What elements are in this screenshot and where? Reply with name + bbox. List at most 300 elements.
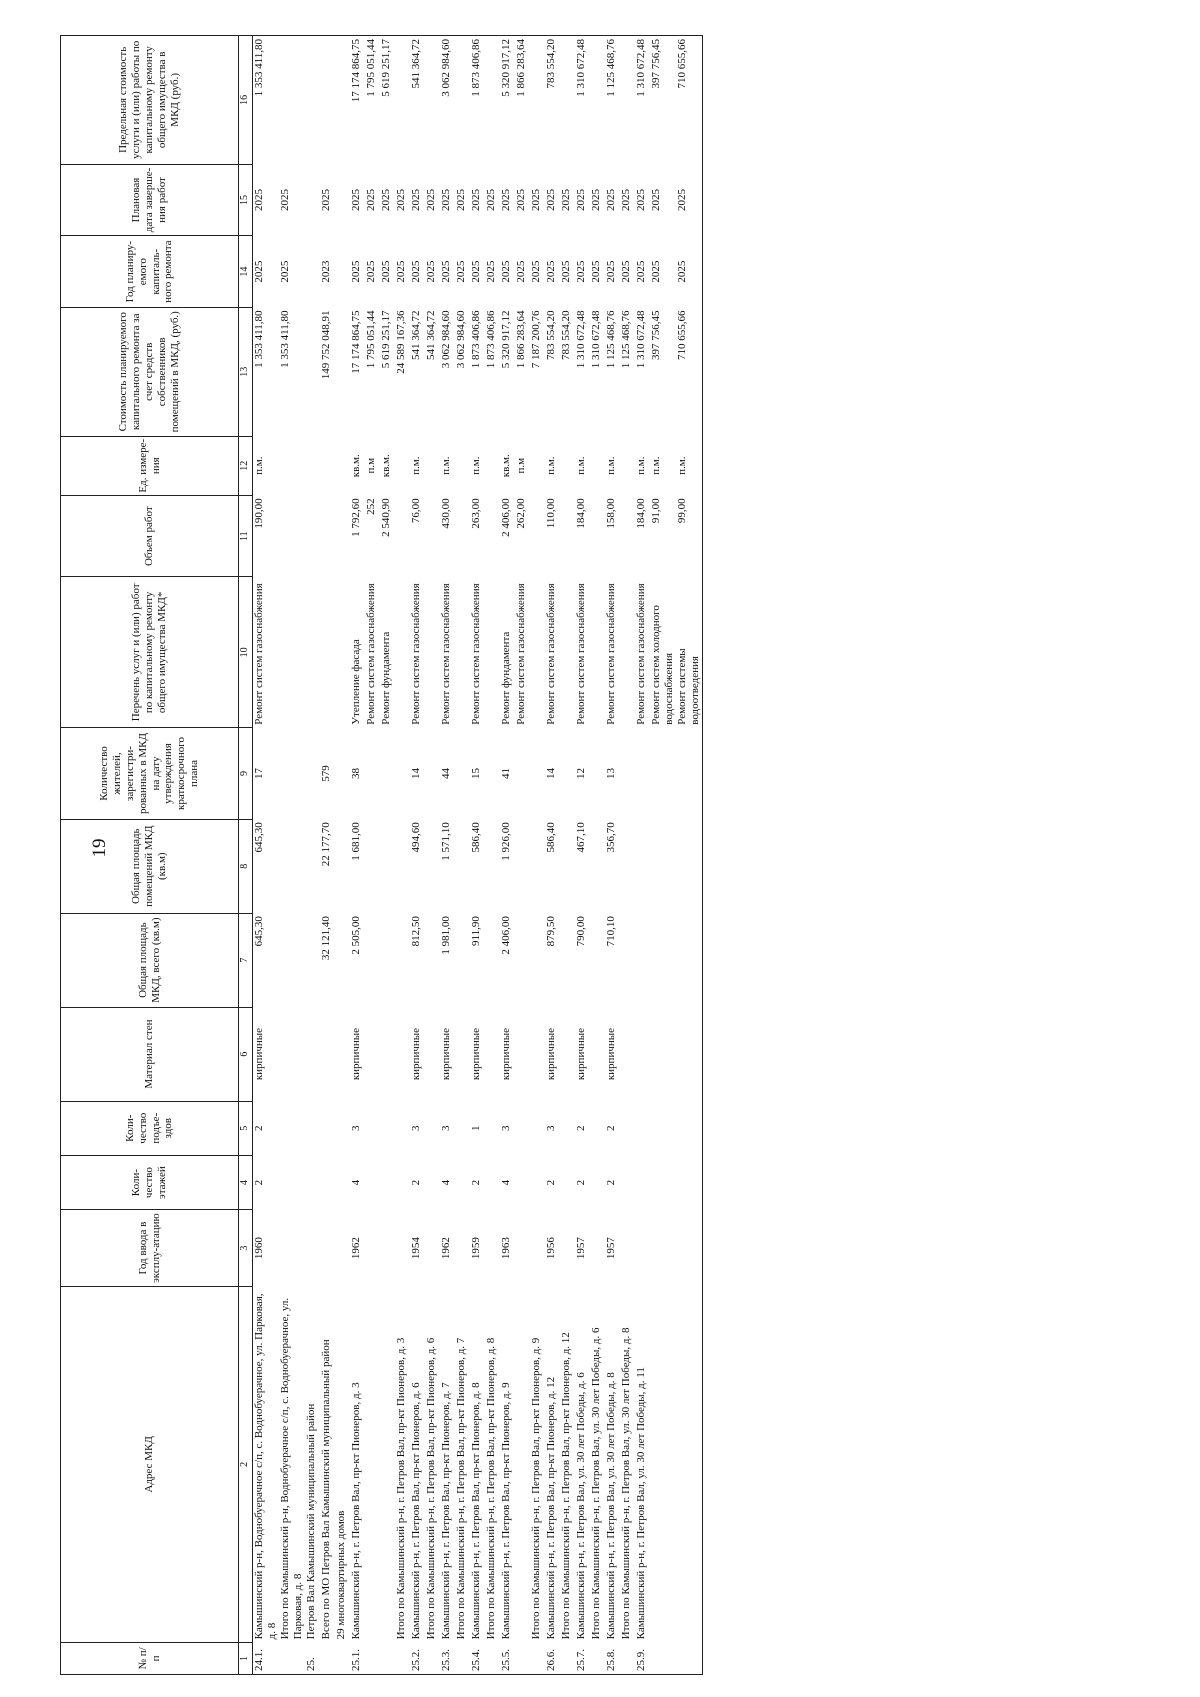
table-row (305, 36, 320, 1675)
repair-year-cell (305, 236, 320, 308)
residents-cell: 44 (439, 768, 452, 779)
area-total-cell: 911,90 (469, 916, 482, 946)
year-built-cell (380, 1210, 395, 1287)
cost-cell: 1 873 406,86 (469, 310, 482, 369)
limit-cost-cell (335, 36, 350, 165)
unit-cell: п.м (364, 457, 377, 474)
year-built-cell (676, 1210, 702, 1287)
col-header-no: № п/п (61, 1642, 239, 1674)
residents-cell (635, 728, 650, 819)
column-number: 6 (239, 1007, 253, 1101)
col-header-limit-cost: Предельная стоимость услуги и (или) работы по капитальному ремонту общего имущества в МКД (руб.) (61, 36, 239, 165)
area-rooms-cell (380, 819, 395, 913)
floors-cell (455, 1155, 470, 1209)
address-cell (380, 1286, 395, 1642)
year-built-cell (455, 1210, 470, 1287)
floors-cell (335, 1155, 350, 1209)
row-number: 25.5. (500, 1642, 515, 1674)
repair-year-cell: 2025 (499, 260, 512, 283)
residents-cell: 14 (544, 768, 557, 779)
work-volume-cell (305, 495, 320, 577)
end-date-cell: 2025 (604, 188, 617, 211)
area-total-cell (485, 913, 500, 1007)
address-cell: Итого по Камышинский р-н, г. Петров Вал, пр-кт Пионеров, д. 12 (559, 1332, 572, 1640)
unit-cell: п.м (514, 457, 527, 474)
area-total-cell (305, 913, 320, 1007)
work-volume-cell: 158,00 (604, 498, 617, 529)
table-row (530, 36, 545, 1675)
work-volume-cell (395, 495, 410, 577)
area-rooms-cell (515, 819, 530, 913)
table-row (650, 36, 676, 1675)
limit-cost-cell: 541 364,72 (410, 36, 425, 165)
row-number (395, 1642, 410, 1674)
entrances-cell (425, 1101, 440, 1155)
area-rooms-cell (279, 819, 305, 913)
floors-cell (395, 1155, 410, 1209)
row-number: 26.6. (545, 1642, 560, 1674)
entrances-cell (485, 1101, 500, 1155)
row-number: 24.1. (253, 1642, 279, 1674)
year-built-cell (485, 1210, 500, 1287)
unit-cell: п.м. (604, 456, 617, 475)
work-volume-cell: 2 540,90 (379, 498, 392, 537)
row-number (515, 1642, 530, 1674)
repair-plan-table (60, 35, 703, 1675)
year-built-cell (305, 1210, 320, 1287)
table-row (380, 36, 395, 1675)
column-number-row (239, 36, 253, 1675)
row-number: 25. (305, 1642, 320, 1674)
work-type-cell (305, 577, 320, 728)
entrances-cell: 3 (499, 1125, 512, 1131)
wall-material-cell (635, 1007, 650, 1101)
column-number: 15 (239, 164, 253, 236)
floors-cell: 4 (349, 1179, 362, 1186)
wall-material-cell: кирпичные (604, 1027, 617, 1081)
floors-cell (560, 1155, 575, 1209)
column-number: 7 (239, 913, 253, 1007)
year-built-cell (335, 1210, 350, 1287)
area-rooms-cell: 494,60 (409, 822, 422, 853)
repair-year-cell: 2025 (559, 260, 572, 283)
end-date-cell (305, 164, 320, 236)
end-date-cell: 2025 (439, 188, 452, 211)
work-volume-cell (425, 495, 440, 577)
work-volume-cell (279, 495, 305, 577)
work-type-cell (395, 577, 410, 728)
table-row (635, 36, 650, 1675)
wall-material-cell: кирпичные (574, 1027, 587, 1081)
table-row (455, 36, 470, 1675)
area-total-cell (425, 913, 440, 1007)
cost-cell: 710 655,66 (676, 308, 702, 437)
address-cell: Камышинский р-н, Воднобуерачное с/п, с. Воднобуерачное, ул. Парковая, д. 8 (253, 1293, 278, 1640)
work-type-cell: Ремонт фундамента (499, 631, 512, 725)
residents-cell (380, 728, 395, 819)
area-rooms-cell (650, 819, 676, 913)
area-total-cell: 1 981,00 (439, 916, 452, 955)
unit-cell: п.м. (409, 456, 422, 475)
entrances-cell (676, 1101, 702, 1155)
work-type-cell: Ремонт систем газоснабжения (469, 583, 482, 725)
floors-cell: 2 (409, 1179, 422, 1186)
entrances-cell (305, 1101, 320, 1155)
column-number: 3 (239, 1210, 253, 1287)
col-header-area-total: Общая площадь МКД, всего (кв.м) (61, 913, 239, 1007)
year-built-cell: 1959 (469, 1237, 482, 1260)
end-date-cell: 2025 (278, 188, 291, 211)
work-type-cell: Ремонт фундамента (379, 631, 392, 725)
year-built-cell (590, 1210, 605, 1287)
limit-cost-cell: 710 655,66 (676, 36, 702, 165)
work-type-cell: Ремонт систем газоснабжения (634, 583, 647, 725)
repair-year-cell: 2025 (469, 260, 482, 283)
year-built-cell: 1962 (439, 1237, 452, 1260)
col-header-repair-year: Год планиру-емого капиталь-ного ремонта (61, 236, 239, 308)
cost-cell: 397 756,45 (649, 310, 662, 361)
floors-cell (650, 1155, 676, 1209)
work-type-cell: Утепление фасада (349, 639, 362, 725)
area-rooms-cell (365, 819, 380, 913)
row-number (530, 1642, 545, 1674)
column-number: 12 (239, 436, 253, 495)
repair-year-cell: 2025 (394, 260, 407, 283)
limit-cost-cell (590, 36, 605, 165)
entrances-cell: 3 (409, 1125, 422, 1131)
area-total-cell (515, 913, 530, 1007)
area-total-cell (650, 913, 676, 1007)
repair-year-cell: 2025 (349, 260, 362, 283)
repair-year-cell: 2025 (439, 260, 452, 283)
work-type-cell (425, 577, 440, 728)
year-built-cell (425, 1210, 440, 1287)
floors-cell (485, 1155, 500, 1209)
residents-cell (530, 728, 545, 819)
area-rooms-cell (395, 819, 410, 913)
residents-cell: 12 (574, 768, 587, 779)
cost-cell: 1 125 468,76 (619, 310, 632, 369)
wall-material-cell: кирпичные (544, 1027, 557, 1081)
work-type-cell: Ремонт систем газоснабжения (253, 583, 265, 725)
rotated-table-container (60, 35, 1200, 1675)
area-total-cell (635, 913, 650, 1007)
table-row (590, 36, 605, 1675)
work-volume-cell (455, 495, 470, 577)
area-rooms-cell: 645,30 (253, 822, 265, 853)
residents-cell (650, 728, 676, 819)
repair-year-cell: 2025 (253, 260, 265, 283)
entrances-cell (650, 1101, 676, 1155)
address-cell: Камышинский р-н, г. Петров Вал, пр-кт Пионеров, д. 8 (469, 1382, 482, 1640)
repair-year-cell: 2025 (364, 260, 377, 283)
unit-cell (485, 436, 500, 495)
wall-material-cell (676, 1007, 702, 1101)
end-date-cell: 2025 (544, 188, 557, 211)
row-number (380, 1642, 395, 1674)
wall-material-cell (335, 1007, 350, 1101)
table-row (410, 36, 425, 1675)
unit-cell (335, 436, 350, 495)
unit-cell: кв.м. (379, 454, 392, 478)
address-cell: Итого по Камышинский р-н, г. Петров Вал, пр-кт Пионеров, д. 9 (529, 1337, 542, 1640)
work-type-cell: Ремонт систем газоснабжения (514, 583, 527, 725)
entrances-cell: 3 (349, 1125, 362, 1131)
col-header-end-date: Плановая дата заверше-ния работ (61, 164, 239, 236)
residents-cell: 13 (604, 768, 617, 779)
area-total-cell: 2 406,00 (499, 916, 512, 955)
cost-cell: 541 364,72 (424, 310, 437, 361)
work-volume-cell: 263,00 (469, 498, 482, 529)
entrances-cell (395, 1101, 410, 1155)
cost-cell (335, 308, 350, 437)
row-number (650, 1642, 676, 1674)
cost-cell: 1 310 672,48 (589, 310, 602, 369)
end-date-cell: 2025 (253, 188, 265, 211)
area-rooms-cell: 356,70 (604, 822, 617, 853)
entrances-cell (515, 1101, 530, 1155)
area-total-cell (455, 913, 470, 1007)
work-type-cell: Ремонт систем газоснабжения (604, 583, 617, 725)
work-type-cell: Ремонт систем холодного водоснабжения (649, 605, 675, 725)
end-date-cell: 2025 (574, 188, 587, 211)
address-cell: Камышинский р-н, г. Петров Вал, пр-кт Пионеров, д. 7 (439, 1382, 452, 1640)
repair-year-cell: 2025 (454, 260, 467, 283)
residents-cell (560, 728, 575, 819)
work-type-cell (485, 577, 500, 728)
year-built-cell: 1954 (409, 1237, 422, 1260)
table-row (335, 36, 350, 1675)
address-cell: Итого по Камышинский р-н, г. Петров Вал, пр-кт Пионеров, д. 7 (454, 1337, 467, 1640)
cost-cell: 1 866 283,64 (514, 310, 527, 369)
wall-material-cell (365, 1007, 380, 1101)
cost-cell: 1 125 468,76 (604, 310, 617, 369)
end-date-cell: 2025 (529, 188, 542, 211)
col-header-walls: Материал стен (61, 1007, 239, 1101)
floors-cell: 4 (439, 1179, 452, 1186)
column-number: 5 (239, 1101, 253, 1155)
work-volume-cell: 252 (364, 498, 377, 515)
area-total-cell (530, 913, 545, 1007)
entrances-cell: 3 (544, 1125, 557, 1131)
year-built-cell: 1963 (499, 1237, 512, 1260)
area-rooms-cell: 1 571,10 (439, 822, 452, 861)
year-built-cell (395, 1210, 410, 1287)
cost-cell: 5 619 251,17 (379, 310, 392, 369)
residents-cell: 41 (499, 768, 512, 779)
year-built-cell (515, 1210, 530, 1287)
entrances-cell (365, 1101, 380, 1155)
table-row (500, 36, 515, 1675)
table-row (575, 36, 590, 1675)
end-date-cell: 2025 (559, 188, 572, 211)
work-type-cell (335, 577, 350, 728)
row-number: 25.1. (350, 1642, 365, 1674)
cost-cell: 1 353 411,80 (278, 310, 291, 368)
year-built-cell (650, 1210, 676, 1287)
repair-year-cell: 2025 (676, 236, 702, 308)
area-rooms-cell (455, 819, 470, 913)
floors-cell: 2 (544, 1179, 557, 1186)
unit-cell: п.м. (649, 456, 662, 475)
limit-cost-cell (485, 36, 500, 165)
wall-material-cell: кирпичные (349, 1027, 362, 1081)
address-cell: Камышинский р-н, г. Петров Вал, пр-кт Пионеров, д. 12 (544, 1376, 557, 1640)
end-date-cell: 2025 (589, 188, 602, 211)
year-built-cell: 1957 (574, 1237, 587, 1260)
area-rooms-cell (620, 819, 635, 913)
work-type-cell: Ремонт систем газоснабжения (574, 583, 587, 725)
cost-cell: 1 310 672,48 (574, 310, 587, 369)
unit-cell (620, 436, 635, 495)
area-rooms-cell (305, 819, 320, 913)
entrances-cell (620, 1101, 635, 1155)
row-number (320, 1642, 335, 1674)
floors-cell (530, 1155, 545, 1209)
area-total-cell: 2 505,00 (349, 916, 362, 955)
residents-cell: 15 (469, 768, 482, 779)
entrances-cell (279, 1101, 305, 1155)
area-total-cell: 710,10 (604, 916, 617, 947)
floors-cell: 2 (469, 1179, 482, 1186)
floors-cell (365, 1155, 380, 1209)
table-row (425, 36, 440, 1675)
limit-cost-cell (620, 36, 635, 165)
area-total-cell: 812,50 (409, 916, 422, 947)
year-built-cell (530, 1210, 545, 1287)
area-total-cell (676, 913, 702, 1007)
floors-cell: 4 (499, 1179, 512, 1186)
table-row (515, 36, 530, 1675)
repair-year-cell: 2025 (649, 260, 662, 283)
cost-cell: 149 752 048,91 (319, 310, 332, 380)
end-date-cell: 2025 (364, 188, 377, 211)
address-cell: Петров Вал Камышинский муниципальный район (304, 1403, 317, 1640)
area-total-cell: 645,30 (253, 916, 265, 947)
floors-cell (676, 1155, 702, 1209)
row-number (425, 1642, 440, 1674)
work-type-cell: Ремонт систем газоснабжения (439, 583, 452, 725)
work-type-cell: Ремонт систем газоснабжения (544, 583, 557, 725)
floors-cell: 2 (574, 1179, 587, 1186)
residents-cell (515, 728, 530, 819)
year-built-cell: 1957 (604, 1237, 617, 1260)
area-rooms-cell (530, 819, 545, 913)
unit-cell (305, 436, 320, 495)
wall-material-cell: кирпичные (469, 1027, 482, 1081)
end-date-cell: 2025 (676, 164, 702, 236)
limit-cost-cell (320, 36, 335, 165)
end-date-cell: 2025 (424, 188, 437, 211)
wall-material-cell (305, 1007, 320, 1101)
work-type-cell: Ремонт систем газоснабжения (409, 583, 422, 725)
repair-year-cell: 2023 (319, 260, 332, 283)
table-row (350, 36, 365, 1675)
limit-cost-cell: 17 174 864,75 (350, 36, 365, 165)
unit-cell (425, 436, 440, 495)
row-number (335, 1642, 350, 1674)
row-number: 25.4. (470, 1642, 485, 1674)
limit-cost-cell: 397 756,45 (650, 36, 676, 165)
year-built-cell (365, 1210, 380, 1287)
address-cell: Камышинский р-н, г. Петров Вал, ул. 30 лет Победы, д. 6 (574, 1372, 587, 1640)
table-row (253, 36, 279, 1675)
limit-cost-cell (305, 36, 320, 165)
entrances-cell: 2 (253, 1125, 265, 1131)
address-cell: Камышинский р-н, г. Петров Вал, пр-кт Пионеров, д. 6 (409, 1382, 422, 1640)
column-number: 14 (239, 236, 253, 308)
area-rooms-cell (425, 819, 440, 913)
repair-year-cell: 2025 (604, 260, 617, 283)
residents-cell: 17 (253, 768, 265, 779)
wall-material-cell (455, 1007, 470, 1101)
address-cell: Камышинский р-н, г. Петров Вал, ул. 30 лет Победы, д. 11 (634, 1367, 647, 1640)
table-row (620, 36, 635, 1675)
limit-cost-cell: 5 619 251,17 (380, 36, 395, 165)
year-built-cell (279, 1210, 305, 1287)
floors-cell: 2 (604, 1179, 617, 1186)
residents-cell (485, 728, 500, 819)
row-number: 25.3. (440, 1642, 455, 1674)
area-rooms-cell: 1 926,00 (499, 822, 512, 861)
entrances-cell (560, 1101, 575, 1155)
floors-cell (320, 1155, 335, 1209)
col-header-volume: Объем работ (61, 495, 239, 577)
address-cell: Итого по Камышинский р-н, г. Петров Вал, ул. 30 лет Победы, д. 6 (589, 1327, 602, 1640)
wall-material-cell (279, 1007, 305, 1101)
floors-cell (380, 1155, 395, 1209)
floors-cell (279, 1155, 305, 1209)
limit-cost-cell: 3 062 984,60 (440, 36, 455, 165)
year-built-cell (320, 1210, 335, 1287)
unit-cell (455, 436, 470, 495)
address-cell: Итого по Камышинский р-н, г. Петров Вал, ул. 30 лет Победы, д. 8 (619, 1327, 632, 1640)
end-date-cell (335, 164, 350, 236)
work-volume-cell: 430,00 (439, 498, 452, 529)
table-row (676, 36, 702, 1675)
work-volume-cell (560, 495, 575, 577)
cost-cell: 3 062 984,60 (439, 310, 452, 369)
work-type-cell: Ремонт систем газоснабжения (364, 583, 377, 725)
address-cell (365, 1286, 380, 1642)
cost-cell (305, 308, 320, 437)
repair-year-cell: 2025 (544, 260, 557, 283)
unit-cell: п.м. (439, 456, 452, 475)
area-total-cell (365, 913, 380, 1007)
work-volume-cell: 262,00 (514, 498, 527, 529)
wall-material-cell: кирпичные (439, 1027, 452, 1081)
work-volume-cell (320, 495, 335, 577)
address-cell: Камышинский р-н, г. Петров Вал, ул. 30 лет Победы, д. 8 (604, 1372, 617, 1640)
residents-cell (305, 728, 320, 819)
year-built-cell: 1960 (253, 1237, 265, 1260)
table-row (605, 36, 620, 1675)
wall-material-cell (485, 1007, 500, 1101)
area-rooms-cell: 467,10 (574, 822, 587, 853)
end-date-cell: 2025 (514, 188, 527, 211)
entrances-cell: 2 (574, 1125, 587, 1131)
area-total-cell (620, 913, 635, 1007)
work-volume-cell (485, 495, 500, 577)
floors-cell (425, 1155, 440, 1209)
work-type-cell (530, 577, 545, 728)
limit-cost-cell: 1 310 672,48 (635, 36, 650, 165)
col-header-year: Год ввода в эксплу-атацию (61, 1210, 239, 1287)
address-cell: Камышинский р-н, г. Петров Вал, пр-кт Пионеров, д. 9 (499, 1382, 512, 1640)
residents-cell (676, 728, 702, 819)
address-cell (676, 1286, 702, 1642)
repair-year-cell: 2025 (634, 260, 647, 283)
